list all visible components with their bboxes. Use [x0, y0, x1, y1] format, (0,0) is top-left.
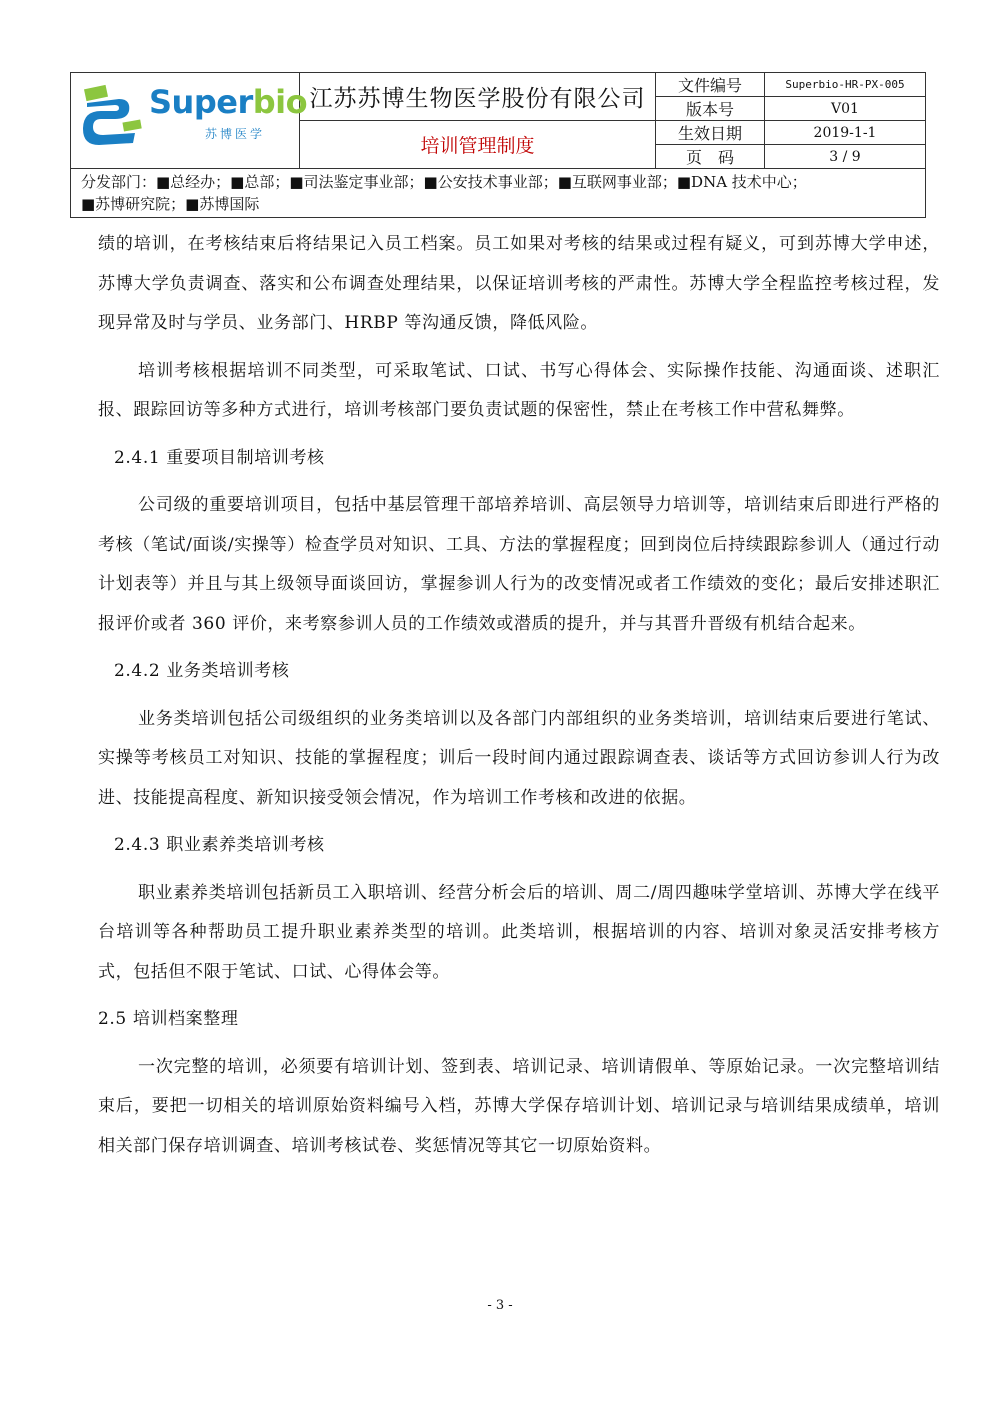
field-label-doc-no: 文件编号 — [656, 73, 765, 97]
paragraph-6: 一次完整的培训，必须要有培训计划、签到表、培训记录、培训请假单、等原始记录。一次完整培训结束后，要把一切相关的培训原始资料编号入档，苏博大学保存培训计划、培训记录与培训结果成绩单，培训相关部门保存培训调查、培训考核试卷、奖惩情况等其它一切原始资料。 — [98, 1056, 940, 1156]
superbio-mark-icon — [79, 81, 149, 149]
company-name: 江苏苏博生物医学股份有限公司 — [300, 73, 656, 121]
field-label-page: 页 码 — [656, 145, 765, 169]
paragraph-2: 培训考核根据培训不同类型，可采取笔试、口试、书写心得体会、实际操作技能、沟通面谈、述职汇报、跟踪回访等多种方式进行，培训考核部门要负责试题的保密性，禁止在考核工作中营私舞弊。 — [98, 360, 940, 420]
paragraph-5: 职业素养类培训包括新员工入职培训、经营分析会后的培训、周二/周四趣味学堂培训、苏博大学在线平台培训等各种帮助员工提升职业素养类型的培训。此类培训，根据培训的内容、培训对象灵活安排考核方式，包括但不限于笔试、口试、心得体会等。 — [98, 882, 940, 982]
field-value-doc-no: Superbio-HR-PX-005 — [765, 73, 926, 97]
logo-subtitle: 苏博医学 — [205, 127, 266, 141]
superbio-logo — [79, 81, 308, 151]
field-label-version: 版本号 — [656, 97, 765, 121]
section-heading-2-5: 2.5 培训档案整理 — [98, 1009, 239, 1029]
distribution-line-2: ■苏博研究院；■苏博国际 — [81, 195, 260, 213]
document-header-table — [70, 72, 926, 218]
field-label-effective-date: 生效日期 — [656, 121, 765, 145]
page-number: - 3 - — [487, 1298, 513, 1313]
distribution-line-1: 分发部门：■总经办；■总部；■司法鉴定事业部；■公安技术事业部；■互联网事业部；■DNA 技术中心； — [81, 173, 807, 191]
logo-wordmark: Superbio — [149, 83, 308, 121]
paragraph-4: 业务类培训包括公司级组织的业务类培训以及各部门内部组织的业务类培训，培训结束后要进行笔试、实操等考核员工对知识、技能的掌握程度；训后一段时间内通过跟踪调查表、谈话等方式回访参训人行为改进、技能提高程度、新知识接受领会情况，作为培训工作考核和改进的依据。 — [98, 708, 940, 808]
paragraph-3: 公司级的重要培训项目，包括中基层管理干部培养培训、高层领导力培训等，培训结束后即进行严格的考核（笔试/面谈/实操等）检查学员对知识、工具、方法的掌握程度；回到岗位后持续跟踪参训人（通过行动计划表等）并且与其上级领导面谈回访，掌握参训人行为的改变情况或者工作绩效的变化；最后安排述职汇报评价或者 360 评价，来考察参训人员的工作绩效或潜质的提升，并与其晋升晋级有机结合起来。 — [98, 495, 940, 634]
document-body — [98, 225, 940, 1166]
field-value-page: 3 / 9 — [765, 145, 926, 169]
distribution-departments — [71, 169, 926, 218]
section-heading-2-4-1: 2.4.1 重要项目制培训考核 — [114, 447, 325, 468]
section-heading-2-4-2: 2.4.2 业务类培训考核 — [114, 661, 290, 681]
section-heading-2-4-3: 2.4.3 职业素养类培训考核 — [114, 835, 325, 855]
paragraph-1: 绩的培训，在考核结束后将结果记入员工档案。员工如果对考核的结果或过程有疑义，可到苏博大学申述，苏博大学负责调查、落实和公布调查处理结果，以保证培训考核的严肃性。苏博大学全程监控考核过程，发现异常及时与学员、业务部门、HRBP 等沟通反馈，降低风险。 — [98, 234, 940, 333]
field-value-effective-date: 2019-1-1 — [765, 121, 926, 145]
logo-cell — [71, 73, 308, 169]
policy-title: 培训管理制度 — [300, 121, 656, 169]
field-value-version: V01 — [765, 97, 926, 121]
